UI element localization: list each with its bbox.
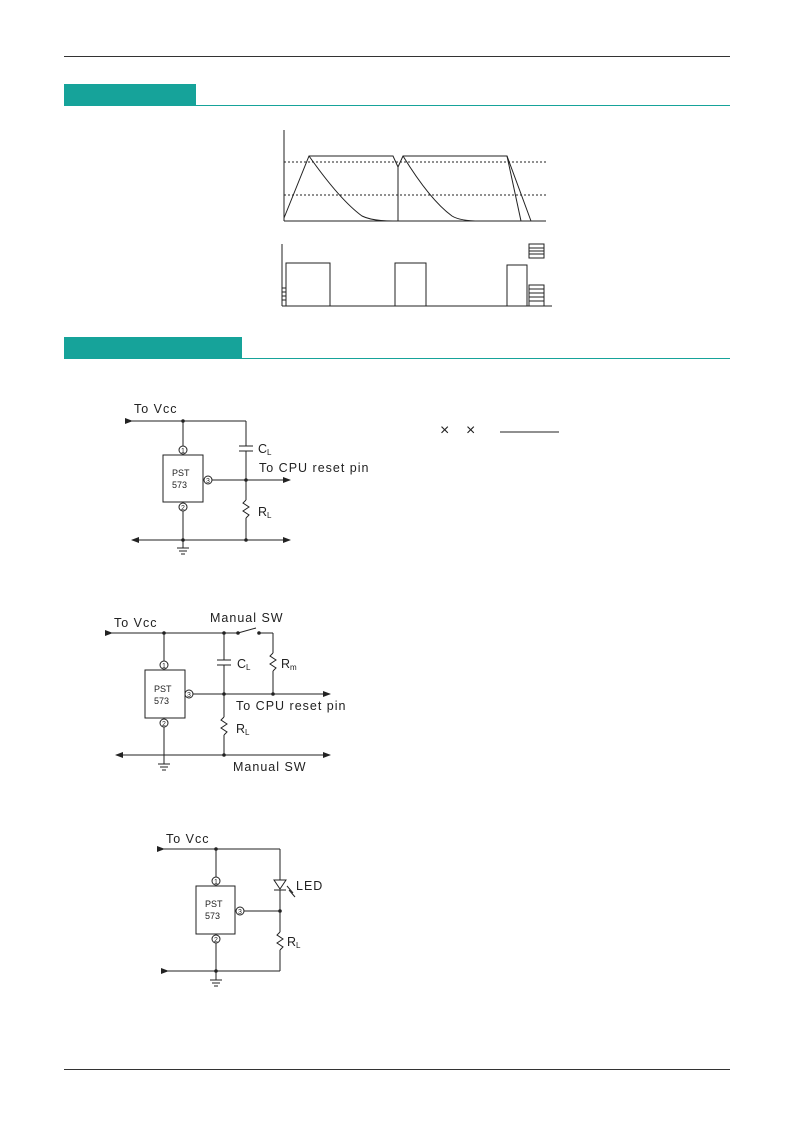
c2-reset-label: To CPU reset pin — [236, 699, 347, 713]
c2-pin2-label: 2 — [162, 721, 166, 728]
c2-manual-sw-bottom-label: Manual SW — [233, 760, 307, 774]
formula-times-2: × — [466, 422, 476, 439]
c3-ic-package — [196, 886, 235, 934]
c3-vcc-label: To Vcc — [166, 832, 210, 846]
c3-pin2-label: 2 — [214, 937, 218, 944]
c2-rl-resistor — [221, 717, 227, 735]
c1-cap-label: C — [258, 442, 269, 456]
c3-pin1-label: 1 — [214, 879, 218, 886]
c1-ic-package — [163, 455, 203, 502]
c1-pin1-label: 1 — [181, 448, 185, 455]
c2-pin1-label: 1 — [162, 663, 166, 670]
c2-cap-label: C — [237, 657, 248, 671]
c3-ic-line1: PST — [205, 899, 223, 909]
circuit-2 — [112, 611, 346, 774]
c1-reset-label: To CPU reset pin — [259, 461, 370, 475]
c1-ic-line2: 573 — [172, 480, 188, 490]
c3-led-emission — [287, 886, 293, 893]
c2-ic-line2: 573 — [154, 696, 170, 706]
c1-res-label: R — [258, 505, 269, 519]
formula-times-1: × — [440, 422, 450, 439]
c3-led-label: LED — [296, 879, 324, 893]
c1-pin3-label: 3 — [206, 478, 210, 485]
c2-ic-package — [145, 670, 185, 718]
c3-ic-line2: 573 — [205, 911, 221, 921]
c3-rl-resistor — [277, 932, 283, 950]
c3-res-label: R — [287, 935, 298, 949]
c2-res-label: R — [236, 722, 247, 736]
c1-pin2-label: 2 — [181, 505, 185, 512]
c2-pin3-label: 3 — [187, 692, 191, 699]
formula — [440, 422, 559, 439]
c2-res-sub: L — [245, 728, 250, 737]
c1-ic-line1: PST — [172, 468, 190, 478]
c3-res-sub: L — [296, 941, 301, 950]
c1-res-sub: L — [267, 511, 272, 520]
c2-rm-resistor — [270, 653, 276, 671]
c2-vcc-label: To Vcc — [114, 616, 158, 630]
c1-vcc-label: To Vcc — [134, 402, 178, 416]
c2-rm-label: R — [281, 657, 292, 671]
c2-rm-sub: m — [290, 663, 297, 672]
c2-cap-sub: L — [246, 663, 251, 672]
c2-manual-sw-top-label: Manual SW — [210, 611, 284, 625]
circuit-3 — [164, 832, 323, 986]
c3-led — [274, 880, 286, 889]
footer-rule — [64, 1069, 730, 1070]
c1-resistor — [243, 500, 249, 518]
c2-ic-line1: PST — [154, 684, 172, 694]
c3-pin3-label: 3 — [238, 909, 242, 916]
circuit-1 — [132, 402, 369, 554]
c1-cap-sub: L — [267, 448, 272, 457]
c2-manual-switch — [238, 628, 256, 633]
